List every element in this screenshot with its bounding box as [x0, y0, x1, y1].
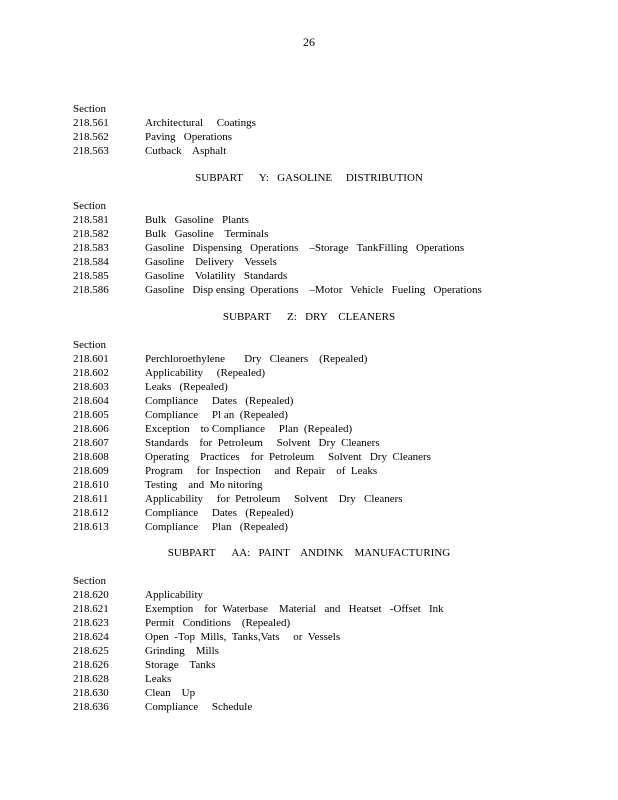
section-title: Standards for Petroleum Solvent Dry Cleaners — [145, 437, 380, 449]
section-title: Program for Inspection and Repair of Leaks — [145, 465, 378, 477]
section-title: Clean Up — [145, 687, 196, 699]
section-row — [73, 672, 543, 686]
section-number: 218.613 — [73, 521, 109, 533]
section-number: 218.608 — [73, 451, 109, 463]
section-title: Bulk Gasoline Terminals — [145, 228, 269, 240]
section-list-general — [73, 102, 543, 158]
section-row — [73, 241, 543, 255]
section-title: Testing and Mo nitoring — [145, 479, 263, 491]
section-row — [73, 255, 543, 269]
section-title: Permit Conditions (Repealed) — [145, 617, 291, 629]
section-number: 218.606 — [73, 423, 109, 435]
section-row — [73, 130, 543, 144]
section-number: 218.630 — [73, 687, 109, 699]
section-title: Open -Top Mills, Tanks,Vats or Vessels — [145, 631, 341, 643]
section-number: 218.603 — [73, 381, 109, 393]
section-number: 218.612 — [73, 507, 109, 519]
section-row — [73, 213, 543, 227]
section-number: 218.609 — [73, 465, 109, 477]
section-number: 218.586 — [73, 284, 109, 296]
section-title: Gasoline Delivery Vessels — [145, 256, 277, 268]
section-number: 218.626 — [73, 659, 109, 671]
section-list-subpart-z — [73, 338, 543, 534]
section-title: Compliance Schedule — [145, 701, 253, 713]
section-title: Compliance Pl an (Repealed) — [145, 409, 288, 421]
section-row — [73, 116, 543, 130]
section-title: Gasoline Volatility Standards — [145, 270, 288, 282]
subpart-aa-heading: SUBPART AA: PAINT ANDINK MANUFACTURING — [167, 547, 451, 559]
section-title: Cutback Asphalt — [145, 145, 227, 157]
section-row — [73, 352, 543, 366]
section-row — [73, 492, 543, 506]
section-row — [73, 380, 543, 394]
page-number: 26 — [303, 35, 315, 49]
section-row — [73, 269, 543, 283]
section-title: Exemption for Waterbase Material and Heatset -Offset Ink — [145, 603, 444, 615]
section-row — [73, 700, 543, 714]
section-row — [73, 506, 543, 520]
section-row — [73, 144, 543, 158]
section-title: Compliance Plan (Repealed) — [145, 521, 288, 533]
section-title: Compliance Dates (Repealed) — [145, 507, 294, 519]
section-row — [73, 283, 543, 297]
section-row — [73, 422, 543, 436]
section-title: Architectural Coatings — [145, 117, 256, 129]
section-row — [73, 478, 543, 492]
section-title: Grinding Mills — [145, 645, 219, 657]
section-title: Applicability (Repealed) — [145, 367, 266, 379]
section-row — [73, 464, 543, 478]
section-title: Leaks (Repealed) — [145, 381, 228, 393]
section-label: Section — [73, 575, 106, 587]
section-title: Operating Practices for Petroleum Solvent Dry Cleaners — [145, 451, 431, 463]
section-number: 218.583 — [73, 242, 109, 254]
section-list-subpart-y — [73, 199, 543, 297]
section-number: 218.624 — [73, 631, 109, 643]
section-number: 218.607 — [73, 437, 109, 449]
section-label: Section — [73, 103, 106, 115]
section-title: Exception to Compliance Plan (Repealed) — [145, 423, 353, 435]
section-title: Paving Operations — [145, 131, 233, 143]
section-number: 218.582 — [73, 228, 109, 240]
section-label: Section — [73, 339, 106, 351]
section-title: Gasoline Disp ensing Operations –Motor Vehicle Fueling Operations — [145, 284, 482, 296]
section-number: 218.611 — [73, 493, 109, 505]
section-number: 218.610 — [73, 479, 109, 491]
section-number: 218.562 — [73, 131, 109, 143]
section-number: 218.584 — [73, 256, 109, 268]
section-number: 218.563 — [73, 145, 109, 157]
section-row — [73, 658, 543, 672]
section-number: 218.620 — [73, 589, 109, 601]
section-number: 218.561 — [73, 117, 109, 129]
section-list-subpart-aa — [73, 574, 543, 714]
section-row — [73, 686, 543, 700]
section-row — [73, 644, 543, 658]
section-row — [73, 630, 543, 644]
section-title: Compliance Dates (Repealed) — [145, 395, 294, 407]
section-row — [73, 394, 543, 408]
section-number: 218.623 — [73, 617, 109, 629]
section-title: Applicability — [145, 589, 204, 601]
section-row — [73, 588, 543, 602]
section-number: 218.605 — [73, 409, 109, 421]
section-title: Storage Tanks — [145, 659, 216, 671]
section-title: Leaks — [145, 673, 172, 685]
section-number: 218.621 — [73, 603, 109, 615]
section-label: Section — [73, 200, 106, 212]
section-title: Gasoline Dispensing Operations –Storage TankFilling Operations — [145, 242, 465, 254]
section-number: 218.628 — [73, 673, 109, 685]
section-number: 218.602 — [73, 367, 109, 379]
subpart-z-heading: SUBPART Z: DRY CLEANERS — [222, 311, 396, 323]
section-row — [73, 450, 543, 464]
section-title: Bulk Gasoline Plants — [145, 214, 249, 226]
section-number: 218.604 — [73, 395, 109, 407]
section-number: 218.625 — [73, 645, 109, 657]
section-title: Applicability for Petroleum Solvent Dry Cleaners — [145, 493, 403, 505]
section-row — [73, 520, 543, 534]
section-number: 218.636 — [73, 701, 109, 713]
section-row — [73, 408, 543, 422]
section-row — [73, 436, 543, 450]
section-row — [73, 616, 543, 630]
section-number: 218.585 — [73, 270, 109, 282]
section-row — [73, 227, 543, 241]
section-row — [73, 602, 543, 616]
section-row — [73, 366, 543, 380]
section-title: Perchloroethylene Dry Cleaners (Repealed) — [145, 353, 368, 365]
subpart-y-heading: SUBPART Y: GASOLINE DISTRIBUTION — [195, 172, 423, 184]
section-number: 218.581 — [73, 214, 109, 226]
section-number: 218.601 — [73, 353, 109, 365]
